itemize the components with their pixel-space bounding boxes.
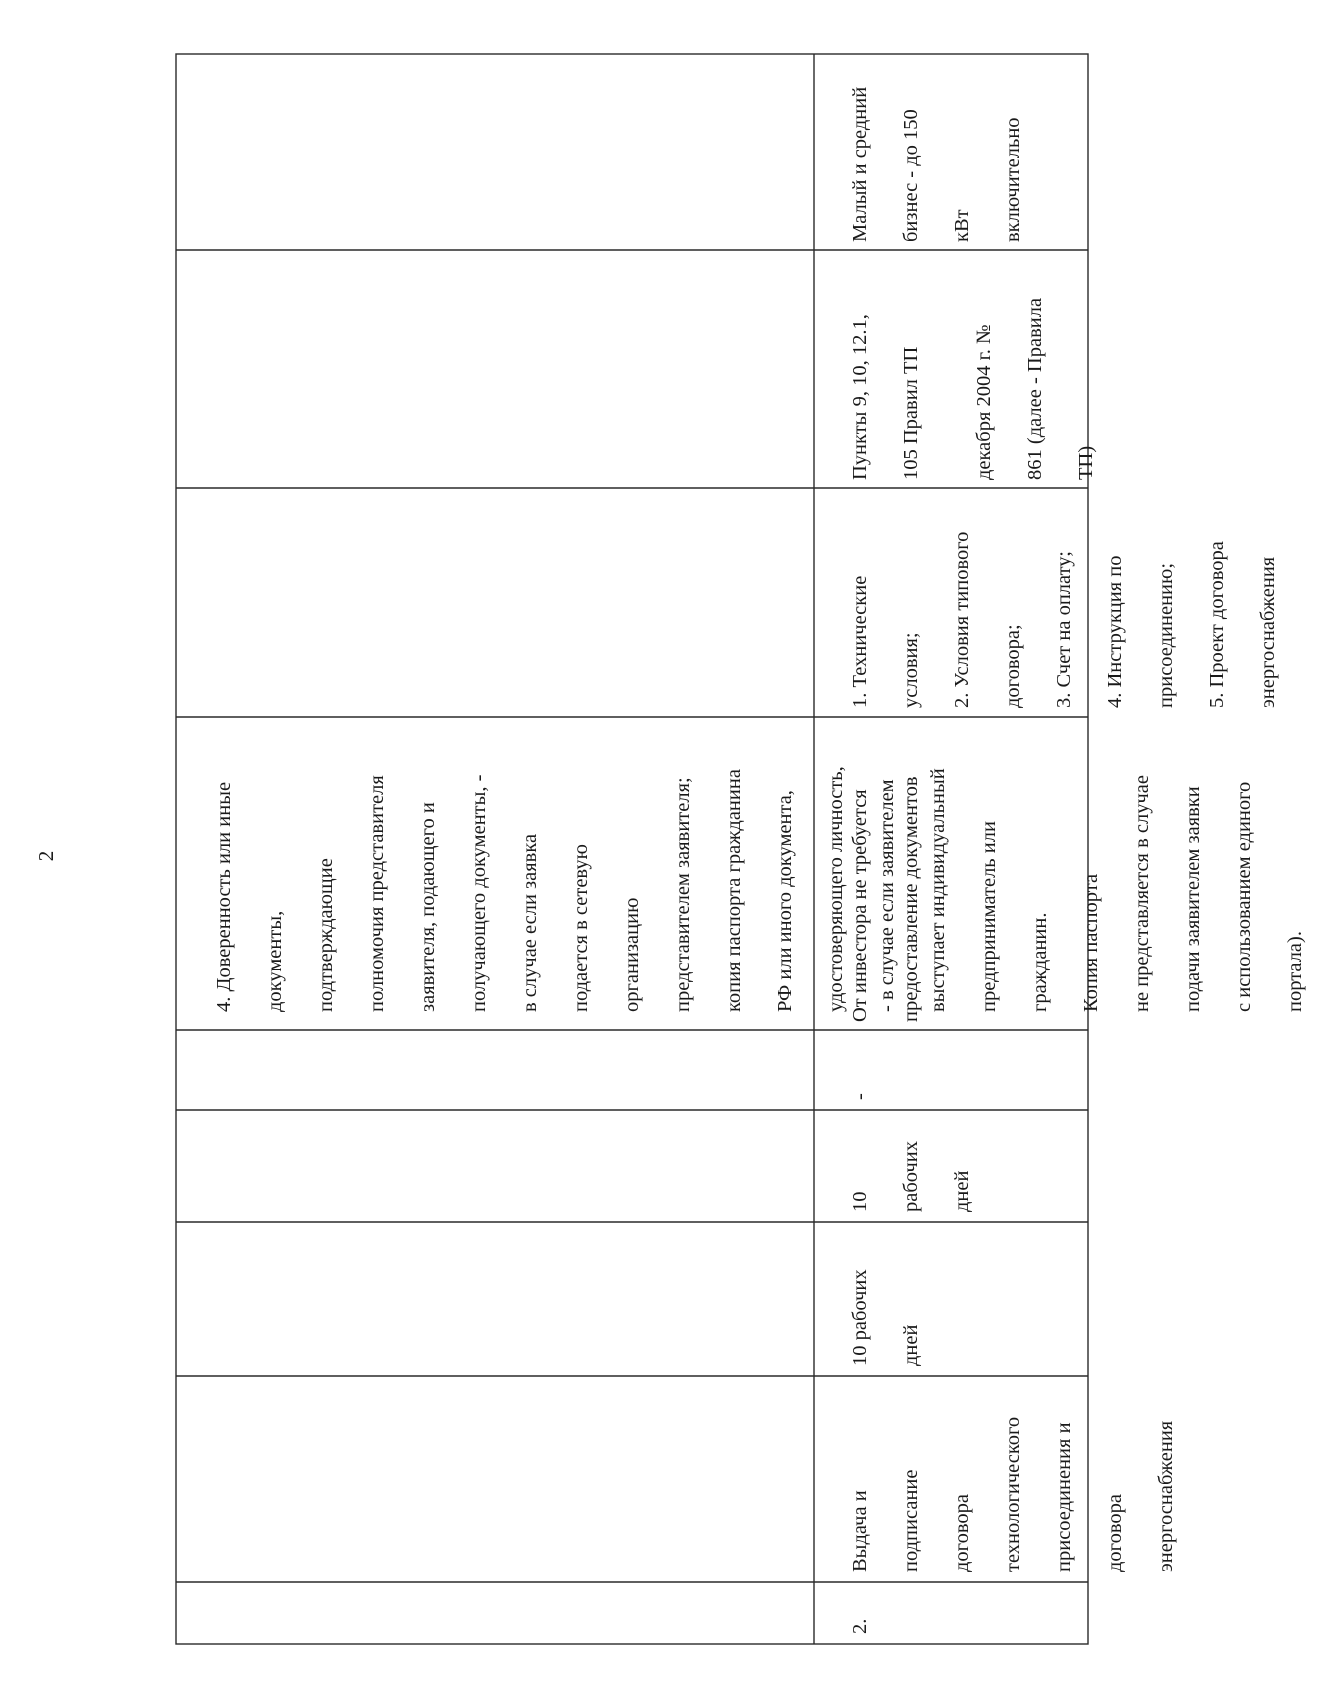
doc-line: подается в сетевую bbox=[569, 844, 592, 1012]
investor-docs-line: предоставление документов bbox=[899, 776, 922, 1022]
doc-line: Копия паспорта bbox=[1079, 873, 1102, 1012]
term-line: 10 рабочих bbox=[848, 1269, 871, 1366]
doc-line: удостоверяющего личность, bbox=[824, 766, 847, 1012]
doc-line: не представляется в случае bbox=[1130, 774, 1153, 1012]
term-short-cell bbox=[822, 1108, 1001, 1212]
result-doc-line: присоединению; bbox=[1154, 562, 1177, 708]
result-doc-line: энергоснабжения bbox=[1256, 556, 1279, 708]
continuation-docs-cell bbox=[186, 722, 1334, 1012]
doc-line: - в случае если заявителем bbox=[875, 779, 898, 1012]
stage-cell bbox=[822, 1376, 1205, 1572]
result-doc-line: 5. Проект договора bbox=[1205, 541, 1228, 708]
doc-line: выступает индивидуальный bbox=[926, 768, 949, 1012]
result-doc-line: договора; bbox=[1001, 624, 1024, 708]
investor-docs-cell bbox=[822, 722, 950, 1022]
continuation-legal-basis-cell bbox=[946, 258, 1125, 480]
doc-line: представителем заявителя; bbox=[671, 777, 694, 1012]
page-number: 2 bbox=[34, 850, 58, 862]
doc-line: подачи заявителем заявки bbox=[1181, 786, 1204, 1012]
category-line: включительно bbox=[1001, 117, 1024, 242]
stage-line: технологического bbox=[1001, 1416, 1024, 1572]
step-number: 2. bbox=[848, 1618, 871, 1634]
doc-line: в случае если заявка bbox=[518, 833, 541, 1012]
doc-line: предприниматель или bbox=[977, 821, 1000, 1012]
result-docs-cell bbox=[822, 486, 1307, 708]
result-doc-line: 3. Счет на оплату; bbox=[1052, 551, 1075, 708]
legal-basis-line: 861 (далее - Правила bbox=[1023, 297, 1046, 480]
step-number-cell bbox=[822, 1582, 899, 1634]
investor-docs-line: От инвестора не требуется bbox=[848, 789, 871, 1022]
category-cell bbox=[822, 60, 1052, 242]
stage-line: договора bbox=[1103, 1494, 1126, 1572]
doc-line: подтверждающие bbox=[314, 858, 337, 1012]
doc-line: заявителя, подающего и bbox=[416, 802, 439, 1012]
category-line: бизнес - до 150 bbox=[899, 109, 922, 242]
doc-line: полномочия представителя bbox=[365, 775, 388, 1012]
legal-basis-cell bbox=[822, 258, 950, 480]
doc-line: портала). bbox=[1283, 931, 1306, 1012]
result-doc-line: 2. Условия типового bbox=[950, 531, 973, 708]
cost-cell bbox=[822, 1028, 899, 1100]
term-short-line: дней bbox=[950, 1170, 973, 1212]
term-short-line: 10 bbox=[848, 1191, 871, 1212]
term-short-line: рабочих bbox=[899, 1140, 922, 1212]
doc-line: гражданин. bbox=[1028, 912, 1051, 1012]
doc-line: организацию bbox=[620, 897, 643, 1012]
legal-basis-line: ТП) bbox=[1074, 445, 1097, 480]
legal-basis-line: Пункты 9, 10, 12.1, bbox=[848, 314, 871, 480]
stage-line: подписание bbox=[899, 1469, 922, 1572]
term-cell bbox=[822, 1220, 950, 1366]
doc-line: 4. Доверенность или иные bbox=[212, 781, 235, 1012]
result-doc-line: 4. Инструкция по bbox=[1103, 555, 1126, 708]
doc-line: получающего документы, - bbox=[467, 774, 490, 1012]
doc-line: с использованием единого bbox=[1232, 781, 1255, 1012]
result-doc-line: условия; bbox=[899, 632, 922, 708]
term-line: дней bbox=[899, 1324, 922, 1366]
category-line: кВт bbox=[950, 209, 973, 242]
doc-line: РФ или иного документа, bbox=[773, 790, 796, 1012]
doc-line: копия паспорта гражданина bbox=[722, 769, 745, 1012]
stage-line: договора bbox=[950, 1494, 973, 1572]
stage-line: энергоснабжения bbox=[1154, 1420, 1177, 1572]
result-doc-line: 1. Технические bbox=[848, 575, 871, 708]
stage-line: Выдача и bbox=[848, 1490, 871, 1572]
stage-line: присоединения и bbox=[1052, 1422, 1075, 1572]
cost-value: - bbox=[848, 1093, 871, 1100]
legal-basis-line: 105 Правил ТП bbox=[899, 346, 922, 480]
legal-basis-line: декабря 2004 г. № bbox=[972, 324, 995, 480]
doc-line: документы, bbox=[263, 910, 286, 1012]
category-line: Малый и средний bbox=[848, 86, 871, 242]
